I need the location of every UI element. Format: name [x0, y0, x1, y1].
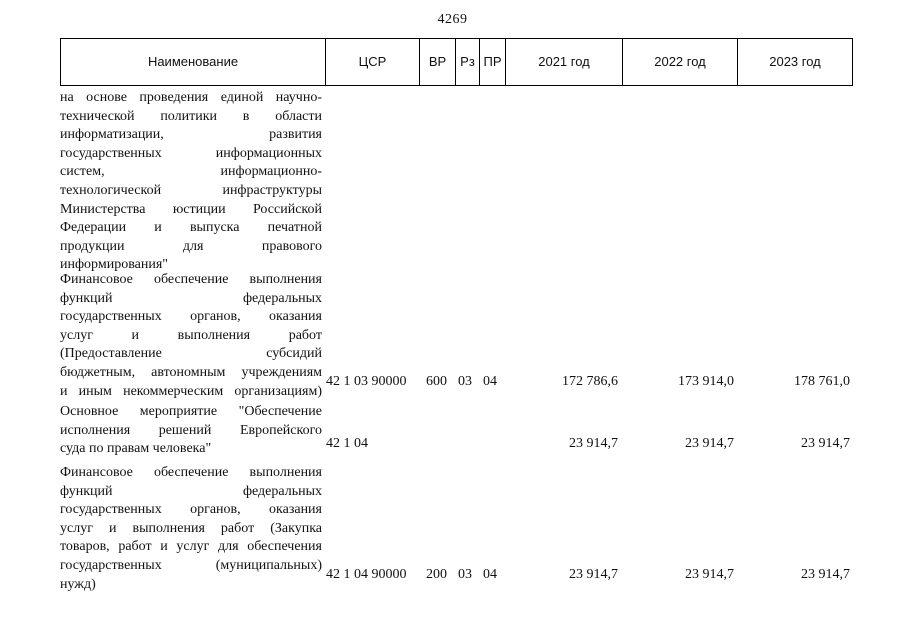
- name-line: товаров, работ и услуг для обеспечения: [60, 539, 322, 555]
- name-line: информирования": [60, 257, 168, 273]
- row-2022: 23 914,7: [685, 436, 734, 451]
- row-vr: 200: [426, 567, 447, 582]
- name-line: технической политики в области: [60, 108, 322, 124]
- name-line: услуг и выполнения работ: [60, 327, 322, 343]
- table-header: [60, 38, 853, 86]
- header-csr: ЦСР: [326, 39, 420, 85]
- name-line: функций федеральных: [60, 290, 322, 306]
- name-line: (Предоставление субсидий: [60, 346, 322, 362]
- name-line: продукции для правового: [60, 238, 322, 254]
- row-name: [60, 403, 322, 459]
- name-line: бюджетным, автономным учреждениям: [60, 364, 322, 380]
- name-line: государственных (муниципальных): [60, 557, 322, 573]
- row-name: [60, 464, 322, 594]
- row-2021: 23 914,7: [569, 436, 618, 451]
- name-line: государственных органов, оказания: [60, 309, 322, 325]
- name-line: Финансовое обеспечение выполнения: [60, 272, 322, 287]
- name-line: услуг и выполнения работ (Закупка: [60, 520, 322, 536]
- row-csr: 42 1 04 90000: [326, 567, 407, 582]
- page-number: 4269: [437, 12, 468, 27]
- row-rz: 03: [458, 374, 472, 389]
- row-2022: 173 914,0: [678, 374, 734, 389]
- row-name: [60, 271, 322, 401]
- row-pr: 04: [483, 567, 497, 582]
- row-2022: 23 914,7: [685, 567, 734, 582]
- header-2022: 2022 год: [623, 39, 738, 85]
- header-pr: ПР: [480, 39, 506, 85]
- row-2023: 178 761,0: [794, 374, 850, 389]
- row-pr: 04: [483, 374, 497, 389]
- name-line: технологической инфраструктуры: [60, 182, 322, 198]
- name-line: Финансовое обеспечение выполнения: [60, 465, 322, 480]
- row-2021: 23 914,7: [569, 567, 618, 582]
- row-csr: 42 1 03 90000: [326, 374, 407, 389]
- name-line: информатизации, развития: [60, 127, 322, 143]
- header-vr: ВР: [420, 39, 456, 85]
- row-rz: 03: [458, 567, 472, 582]
- row-name: [60, 89, 322, 275]
- row-2021: 172 786,6: [562, 374, 618, 389]
- name-line: функций федеральных: [60, 483, 322, 499]
- name-line: нужд): [60, 576, 96, 592]
- row-2023: 23 914,7: [801, 567, 850, 582]
- header-name: Наименование: [61, 39, 326, 85]
- row-2023: 23 914,7: [801, 436, 850, 451]
- name-line: исполнения решений Европейского: [60, 422, 322, 438]
- name-line: суда по правам человека": [60, 441, 212, 457]
- name-line: государственных информационных: [60, 145, 322, 161]
- row-csr: 42 1 04: [326, 436, 368, 451]
- name-line: Министерства юстиции Российской: [60, 201, 322, 217]
- name-line: Федерации и выпуска печатной: [60, 220, 322, 236]
- name-line: Основное мероприятие "Обеспечение: [60, 404, 322, 419]
- header-2023: 2023 год: [769, 54, 821, 69]
- name-line: государственных органов, оказания: [60, 502, 322, 518]
- header-2021: 2021 год: [506, 39, 623, 85]
- name-line: систем, информационно-: [60, 164, 322, 180]
- name-line: и иным некоммерческим организациям): [60, 383, 322, 399]
- header-rz: Рз: [456, 39, 480, 85]
- name-line: на основе проведения единой научно-: [60, 90, 322, 105]
- row-vr: 600: [426, 374, 447, 389]
